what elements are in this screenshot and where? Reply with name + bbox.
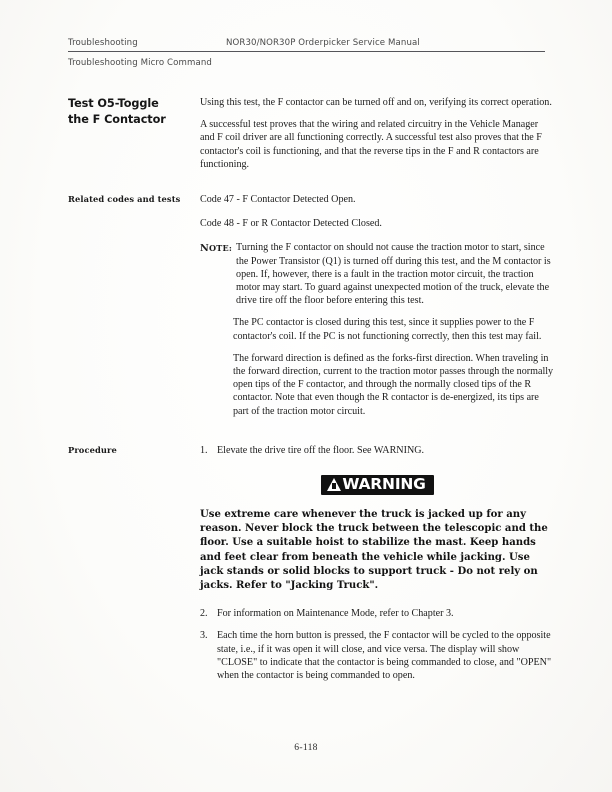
header-top-row xyxy=(68,38,545,51)
code-48-line: Code 48 - F or R Contactor Detected Closed. xyxy=(200,218,382,230)
related-codes-label-column xyxy=(68,193,200,205)
page-title-line2: the F Contactor xyxy=(68,112,166,126)
page-footer xyxy=(0,742,612,753)
page-number: 6-118 xyxy=(294,742,318,753)
section-related-codes xyxy=(68,193,555,418)
spacer-2 xyxy=(68,418,555,444)
section-intro-column xyxy=(200,96,555,171)
procedure-content xyxy=(200,444,555,682)
note-tag-cap: N xyxy=(200,243,209,255)
code-47-line: Code 47 - F Contactor Detected Open. xyxy=(200,194,356,206)
note-paragraph-2: The PC contactor is closed during this test, since it supplies power to the F contactor's coil. If the PC is not functioning correctly, then this test may fail. xyxy=(233,317,542,342)
intro-paragraph-1: Using this test, the F contactor can be turned off and on, verifying its correct operation. xyxy=(200,97,552,108)
note-tag-rest: OTE: xyxy=(208,243,233,254)
warning-triangle-icon xyxy=(327,478,341,491)
warning-body-text: Use extreme care whenever the truck is jacked up for any reason. Never block the truck between the telescopic and the floor. Use a suitable hoist to stabilize the mast. Keep hands and feet clear from beneath the vehicle while jacking. Use jack stands or solid blocks to support truck - Do not rely on jacks. Refer to "Jacking Truck". xyxy=(200,509,548,592)
section-test-o5 xyxy=(68,96,555,171)
header-subtitle: Troubleshooting Micro Command xyxy=(68,58,212,68)
procedure-label: Procedure xyxy=(68,444,117,455)
warning-banner-wrap xyxy=(200,475,555,496)
note-paragraph-3: The forward direction is defined as the forks-first direction. When traveling in the forward direction, current to the traction motor passes through the normally open tips of the F contactor, and through the normally closed tips of the R contactor. Note that even though the R contactor is de-energized, its tips are part of the traction motor circuit. xyxy=(233,352,554,417)
step-number: 3. xyxy=(200,630,208,642)
header-section-name: Troubleshooting xyxy=(68,38,138,48)
section-procedure xyxy=(68,444,555,682)
note-tag xyxy=(200,241,236,254)
step-number: 1. xyxy=(200,444,208,456)
status-badge xyxy=(321,475,433,495)
step-number: 2. xyxy=(200,608,208,620)
step-text: For information on Maintenance Mode, refer to Chapter 3. xyxy=(217,608,454,620)
related-codes-content xyxy=(200,193,555,418)
procedure-step-list-part1 xyxy=(200,444,555,457)
step-text: Each time the horn button is pressed, the F contactor will be cycled to the opposite state, i.e., if it was open it will close, and vice versa. The display will show "CLOSE" to indicate that the contactor is being commanded to close, and "OPEN" when the contactor is being commanded to open. xyxy=(217,630,552,682)
list-item xyxy=(200,444,555,457)
list-item xyxy=(200,607,555,620)
header-manual-title: NOR30/NOR30P Orderpicker Service Manual xyxy=(226,38,420,48)
procedure-step-list-part2 xyxy=(200,607,555,682)
step-text: Elevate the drive tire off the floor. See WARNING. xyxy=(217,444,425,456)
procedure-label-column xyxy=(68,444,200,456)
warning-badge-label: WARNING xyxy=(342,475,426,494)
page-body xyxy=(68,96,555,682)
note-paragraph-1: Turning the F contactor on should not cause the traction motor to start, since the Power Transistor (Q1) is turned off during this test, and the M contactor is open. If, however, there is a fault in the traction motor circuit, the traction motor may start. To guard against unexpected motion of the truck, elevate the drive tire off the floor before entering this test. xyxy=(236,242,551,307)
page-title-line1: Test O5-Toggle xyxy=(68,97,159,110)
intro-paragraph-2: A successful test proves that the wiring and related circuitry in the Vehicle Manager and F coil driver are all functioning correctly. A successful test also proves that the F contactor's coil is functioning, and that the reverse tips in the F and R contactors are functioning. xyxy=(200,119,542,170)
note-block xyxy=(200,241,555,307)
page-header xyxy=(68,38,545,68)
related-codes-label: Related codes and tests xyxy=(68,194,181,205)
list-item xyxy=(200,629,555,682)
spacer-1 xyxy=(68,171,555,193)
section-title-column xyxy=(68,96,200,127)
page-title xyxy=(68,96,194,127)
